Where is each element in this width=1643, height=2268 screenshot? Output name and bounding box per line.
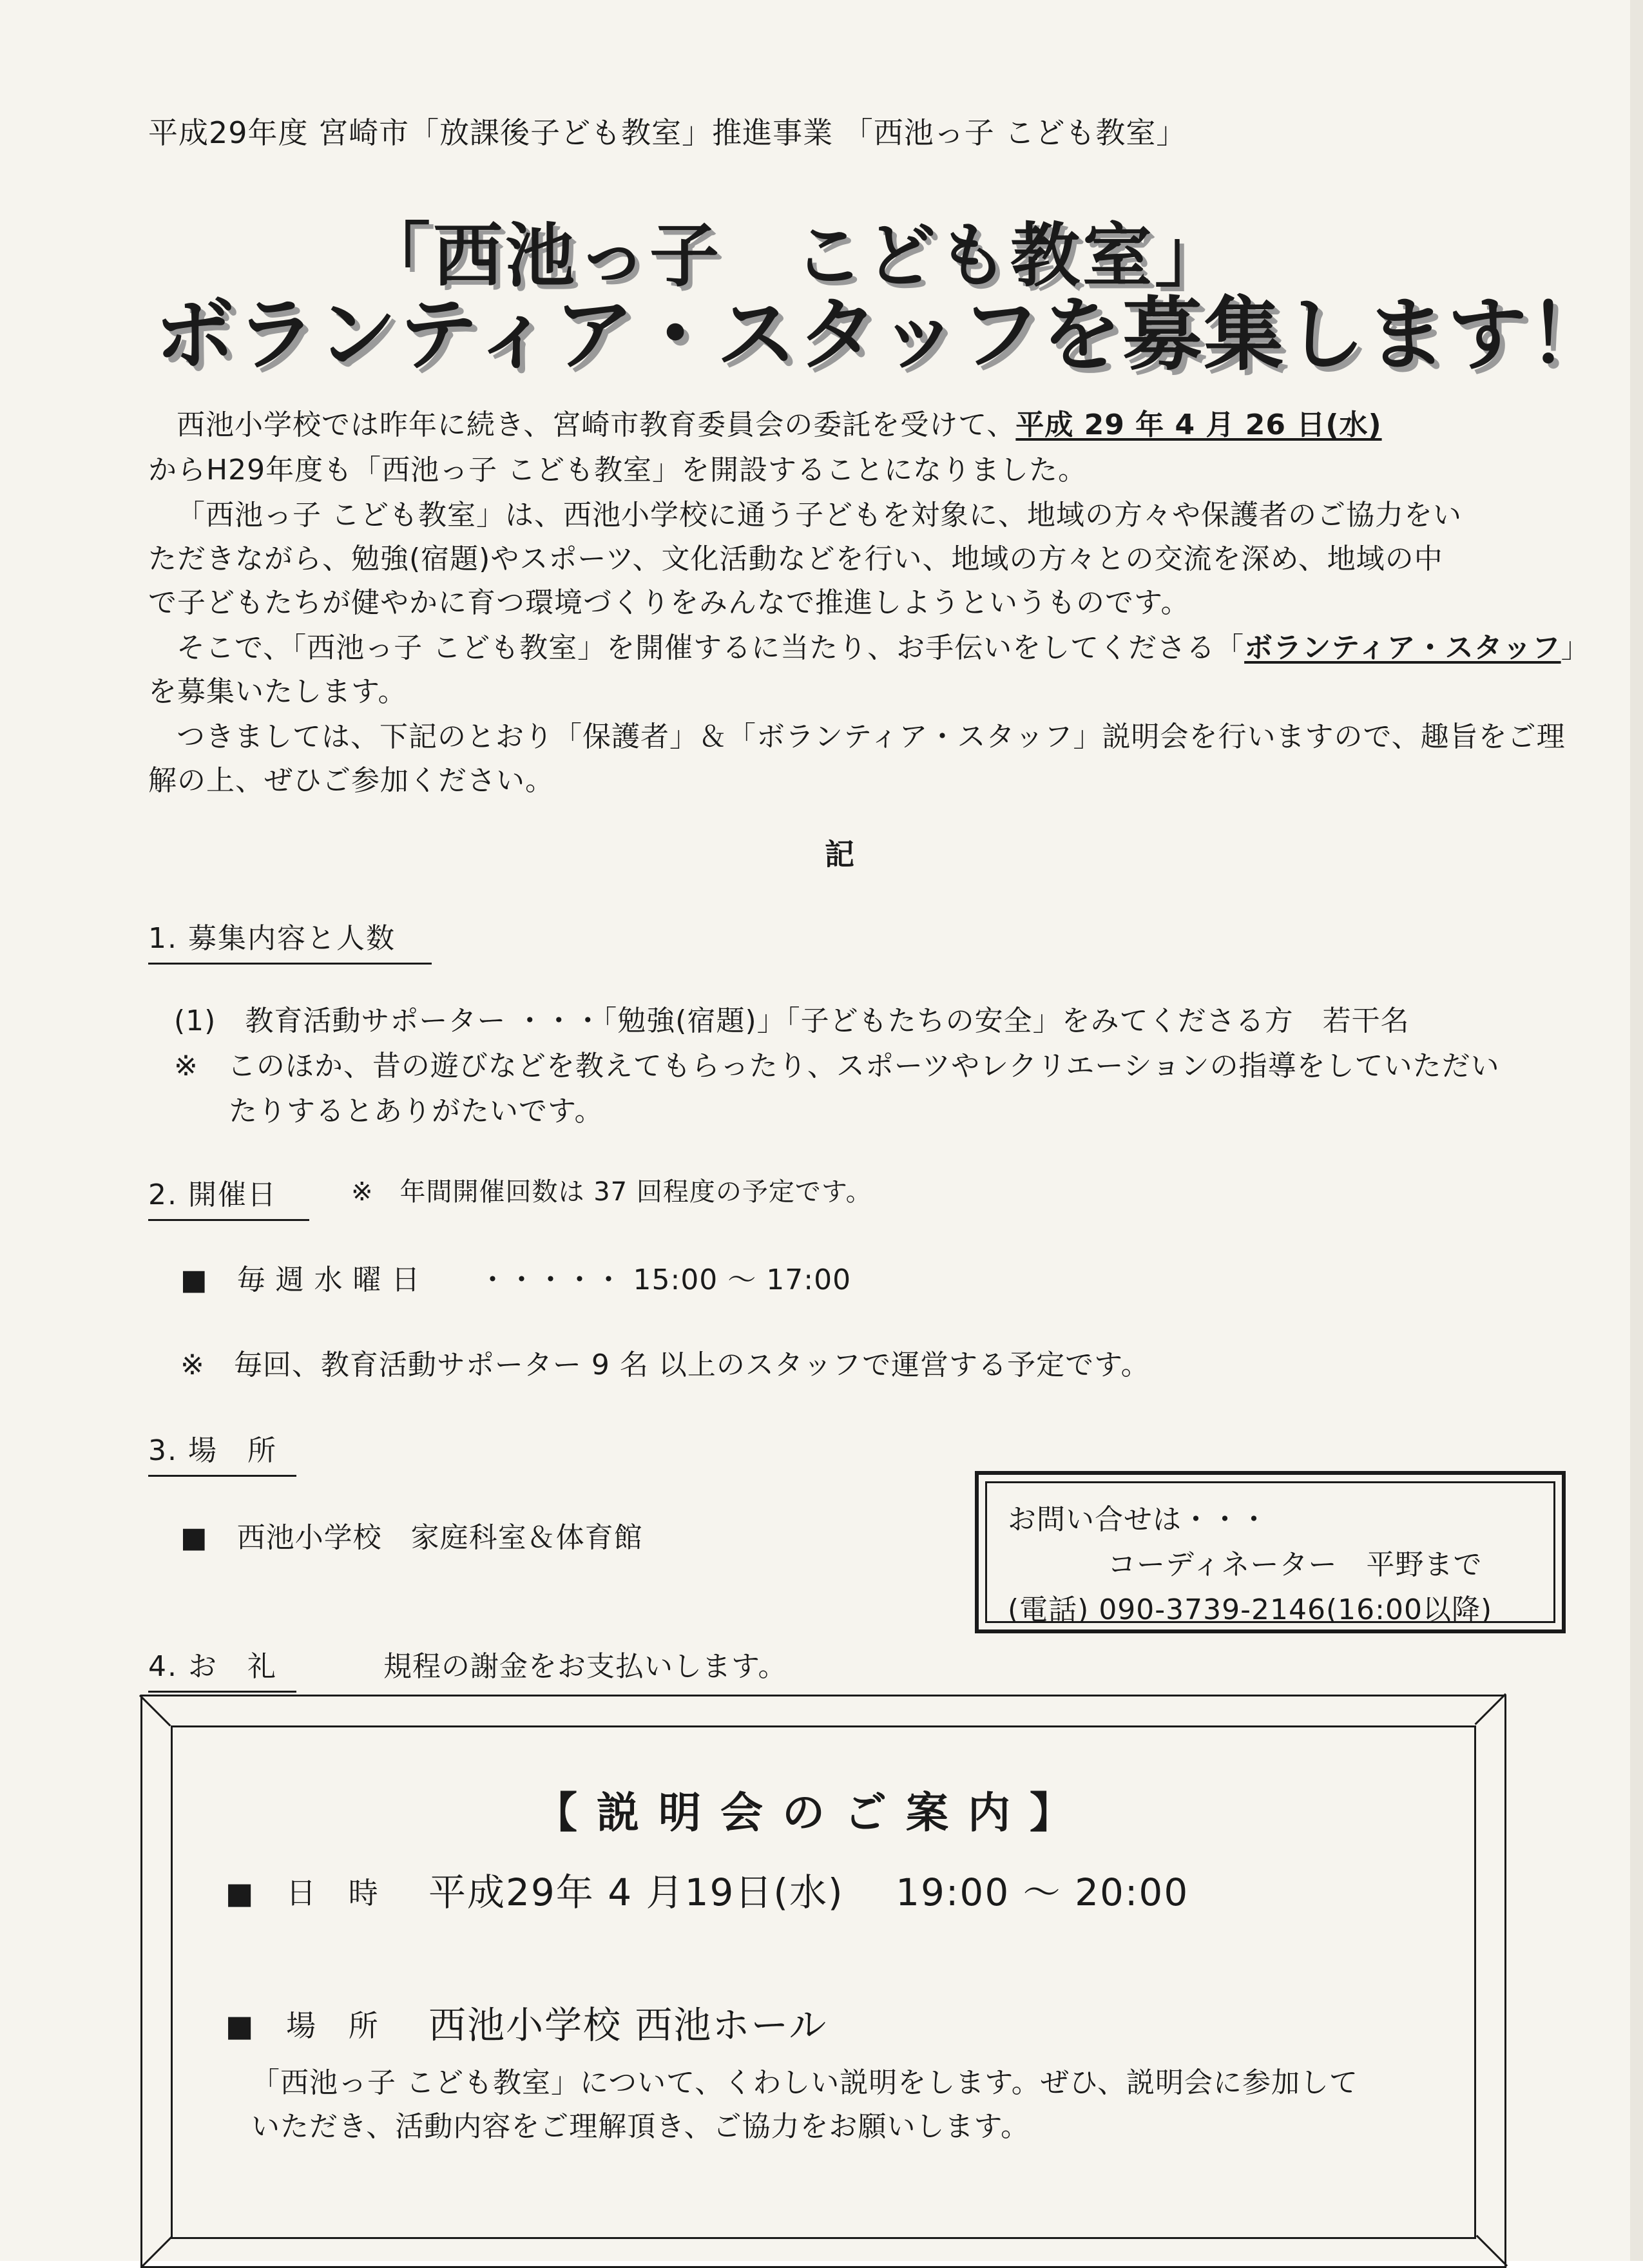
seminar-date-value: 平成29年 4 月19日(水) 19:00 ～ 20:00 bbox=[428, 1870, 1189, 1914]
contact-box bbox=[975, 1471, 1566, 1633]
contact-line-1: お問い合せは・・・ bbox=[1008, 1503, 1269, 1536]
section-1-heading: 1. 募集内容と人数 bbox=[148, 915, 432, 965]
section-4-text: 規程の謝金をお支払いします。 bbox=[383, 1650, 787, 1683]
intro-p4-line1 bbox=[148, 718, 1566, 756]
intro-p3-text: そこで、「西池っ子 こども教室」を開催するに当たり、お手伝いをしてくださる「 bbox=[177, 631, 1245, 664]
start-date: 平成 29 年 4 月 26 日(水) bbox=[1015, 408, 1382, 441]
seminar-note-line1: 「西池っ子 こども教室」について、くわしい説明をします。ぜひ、説明会に参加して bbox=[251, 2066, 1358, 2099]
intro-p4-text: つきましては、下記のとおり「保護者」＆「ボランティア・スタッフ」説明会を行いますので、趣旨をご理 bbox=[177, 720, 1566, 753]
seminar-date-label: ■ 日 時 bbox=[226, 1876, 390, 1910]
section-2-note: ※ 年間開催回数は 37 回程度の予定です。 bbox=[351, 1177, 872, 1207]
seminar-place-value: 西池小学校 西池ホール bbox=[428, 2003, 828, 2047]
section-1-item-1: (1) 教育活動サポーター ・・・「勉強(宿題)」「子どもたちの安全」をみてくださる方 若干名 bbox=[174, 1004, 1410, 1037]
intro-p2-line1 bbox=[148, 496, 1462, 535]
intro-p2-line3: で子どもたちが健やかに育つ環境づくりをみんなで推進しようというものです。 bbox=[148, 586, 1190, 619]
header-line: 平成29年度 宮崎市「放課後子ども教室」推進事業 「西池っ子 こども教室」 bbox=[148, 115, 1187, 150]
section-2-heading: 2. 開催日 bbox=[148, 1171, 309, 1221]
intro-p3-line1 bbox=[148, 629, 1590, 668]
section-1-note-line1: ※ このほか、昔の遊びなどを教えてもらったり、スポーツやレクリエーションの指導をしていただい bbox=[174, 1050, 1500, 1082]
section-2-schedule: ■ 毎 週 水 曜 日 ・・・・・ 15:00 ～ 17:00 bbox=[180, 1264, 852, 1296]
title-line-2: ボランティア・スタッフを募集します！ bbox=[155, 289, 1610, 381]
section-3-place: ■ 西池小学校 家庭科室＆体育館 bbox=[180, 1521, 643, 1554]
ki-heading: 記 bbox=[825, 837, 854, 872]
intro-p3-line2: を募集いたします。 bbox=[148, 675, 407, 708]
intro-p2-line2: ただきながら、勉強(宿題)やスポーツ、文化活動などを行い、地域の方々との交流を深め、地域の中 bbox=[148, 543, 1443, 575]
section-3-heading: 3. 場 所 bbox=[148, 1427, 296, 1477]
seminar-place-label: ■ 場 所 bbox=[226, 2008, 390, 2043]
intro-p2-text: 「西池っ子 こども教室」は、西池小学校に通う子どもを対象に、地域の方々や保護者のご協力をい bbox=[177, 499, 1462, 532]
intro-p4-line2: 解の上、ぜひご参加ください。 bbox=[148, 764, 554, 797]
seminar-note-line2: いただき、活動内容をご理解頂き、ご協力をお願いします。 bbox=[251, 2110, 1030, 2143]
intro-p3-close: 」 bbox=[1561, 631, 1590, 664]
section-2-staff-note: ※ 毎回、教育活動サポーター 9 名 以上のスタッフで運営する予定です。 bbox=[180, 1349, 1150, 1381]
title-line-1: 「西池っ子 こども教室」 bbox=[361, 216, 1227, 296]
scan-edge bbox=[1630, 0, 1643, 2261]
intro-p1-line2: からH29年度も「西池っ子 こども教室」を開設することになりました。 bbox=[148, 454, 1088, 486]
seminar-title: 【説明会のご案内】 bbox=[535, 1788, 1091, 1838]
volunteer-staff-emphasis: ボランティア・スタッフ bbox=[1244, 631, 1561, 664]
contact-coordinator: コーディネーター 平野まで bbox=[1108, 1548, 1483, 1581]
section-1-note-line2: たりするとありがたいです。 bbox=[229, 1095, 604, 1128]
intro-p1-text: 西池小学校では昨年に続き、宮崎市教育委員会の委託を受けて、 bbox=[177, 408, 1016, 441]
intro-p1-line1 bbox=[148, 406, 1382, 445]
section-4-heading: 4. お 礼 bbox=[148, 1643, 296, 1693]
contact-phone: (電話) 090-3739-2146(16:00以降) bbox=[1008, 1593, 1493, 1626]
